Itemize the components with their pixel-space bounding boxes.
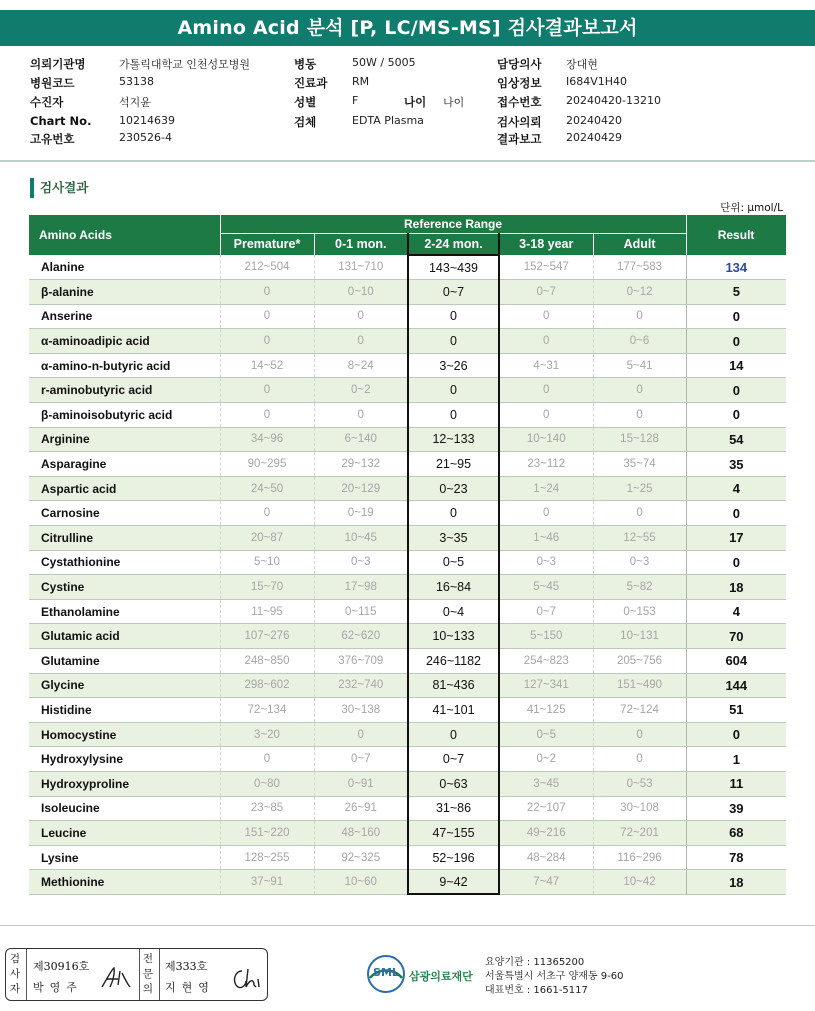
reference-range-cell: 1~24: [499, 476, 593, 501]
table-row: [29, 599, 786, 624]
result-cell: 78: [686, 845, 786, 870]
info-label: 병동: [294, 57, 317, 71]
reference-range-cell: 0~3: [593, 550, 686, 575]
reference-range-cell: 0~3: [499, 550, 593, 575]
reference-range-cell: 0: [593, 501, 686, 526]
info-value: EDTA Plasma: [352, 114, 424, 127]
reference-range-cell: 23~85: [220, 796, 314, 821]
reference-range-cell: 29~132: [314, 452, 408, 477]
reference-range-cell: 0: [593, 722, 686, 747]
reference-range-cell: 0~4: [408, 599, 499, 624]
table-row: [29, 452, 786, 477]
tech-name: 박영주: [33, 981, 83, 994]
amino-acid-name: β-aminoisobutyric acid: [29, 403, 220, 428]
info-value: 53138: [119, 75, 154, 88]
reference-range-cell: 0: [408, 304, 499, 329]
reference-range-cell: 0: [499, 304, 593, 329]
reference-range-cell: 177~583: [593, 255, 686, 280]
reference-range-cell: 0~2: [314, 378, 408, 403]
result-cell: 18: [686, 870, 786, 895]
reference-range-cell: 205~756: [593, 649, 686, 674]
reference-range-cell: 34~96: [220, 427, 314, 452]
info-label: 병원코드: [30, 76, 75, 90]
reference-range-cell: 1~25: [593, 476, 686, 501]
reference-range-cell: 20~87: [220, 526, 314, 551]
reference-range-cell: 0~2: [499, 747, 593, 772]
reference-range-cell: 10~42: [593, 870, 686, 895]
reference-range-cell: 0~53: [593, 771, 686, 796]
table-row: [29, 575, 786, 600]
reference-range-cell: 10~60: [314, 870, 408, 895]
amino-acid-name: Anserine: [29, 304, 220, 329]
reference-range-cell: 23~112: [499, 452, 593, 477]
reference-range-cell: 246~1182: [408, 649, 499, 674]
org-name: 삼광의료재단: [409, 970, 473, 983]
reference-range-cell: 0~7: [314, 747, 408, 772]
reference-range-cell: 152~547: [499, 255, 593, 280]
result-cell: 0: [686, 329, 786, 354]
info-label: 진료과: [294, 76, 328, 90]
result-cell: 0: [686, 304, 786, 329]
reference-range-cell: 26~91: [314, 796, 408, 821]
reference-range-cell: 0: [314, 722, 408, 747]
reference-range-cell: 0~5: [499, 722, 593, 747]
reference-range-cell: 0~63: [408, 771, 499, 796]
spec-signature: [228, 965, 264, 991]
result-cell: 35: [686, 452, 786, 477]
reference-range-cell: 12~55: [593, 526, 686, 551]
amino-acid-name: Alanine: [29, 255, 220, 280]
info-label: 검체: [294, 115, 317, 129]
spec-license: 제333호: [165, 960, 208, 973]
header-range-col: Adult: [593, 233, 686, 255]
result-cell: 5: [686, 280, 786, 305]
reference-range-cell: 0~7: [499, 599, 593, 624]
reference-range-cell: 151~490: [593, 673, 686, 698]
reference-range-cell: 0: [408, 329, 499, 354]
reference-range-cell: 0~19: [314, 501, 408, 526]
result-cell: 134: [686, 255, 786, 280]
reference-range-cell: 1~46: [499, 526, 593, 551]
reference-range-cell: 62~620: [314, 624, 408, 649]
reference-range-cell: 52~196: [408, 845, 499, 870]
table-row: [29, 870, 786, 895]
table-row: [29, 550, 786, 575]
reference-range-cell: 30~138: [314, 698, 408, 723]
reference-range-cell: 22~107: [499, 796, 593, 821]
reference-range-cell: 0: [220, 403, 314, 428]
info-value: F: [352, 94, 359, 107]
result-cell: 68: [686, 821, 786, 846]
reference-range-cell: 10~133: [408, 624, 499, 649]
reference-range-cell: 3~45: [499, 771, 593, 796]
reference-range-cell: 131~710: [314, 255, 408, 280]
reference-range-cell: 41~125: [499, 698, 593, 723]
result-cell: 0: [686, 403, 786, 428]
reference-range-cell: 16~84: [408, 575, 499, 600]
table-row: [29, 624, 786, 649]
result-cell: 144: [686, 673, 786, 698]
info-label: 검사의뢰: [497, 115, 542, 129]
amino-acid-name: Aspartic acid: [29, 476, 220, 501]
reference-range-cell: 4~31: [499, 353, 593, 378]
reference-range-cell: 7~47: [499, 870, 593, 895]
table-row: [29, 255, 786, 280]
reference-range-cell: 0: [220, 304, 314, 329]
table-row: [29, 722, 786, 747]
result-cell: 1: [686, 747, 786, 772]
amino-acid-name: Glycine: [29, 673, 220, 698]
info-value: 50W / 5005: [352, 56, 416, 69]
reference-range-cell: 30~108: [593, 796, 686, 821]
reference-range-cell: 41~101: [408, 698, 499, 723]
org-address: [485, 956, 624, 998]
result-cell: 14: [686, 353, 786, 378]
reference-range-cell: 0~7: [408, 280, 499, 305]
reference-range-cell: 107~276: [220, 624, 314, 649]
table-row: [29, 796, 786, 821]
reference-range-cell: 20~129: [314, 476, 408, 501]
reference-range-cell: 47~155: [408, 821, 499, 846]
header-amino-acids: Amino Acids: [29, 215, 220, 255]
reference-range-cell: 0~80: [220, 771, 314, 796]
table-row: [29, 427, 786, 452]
reference-range-cell: 5~82: [593, 575, 686, 600]
reference-range-cell: 248~850: [220, 649, 314, 674]
reference-range-cell: 48~284: [499, 845, 593, 870]
reference-range-cell: 0: [314, 329, 408, 354]
result-cell: 0: [686, 722, 786, 747]
info-label: Chart No.: [30, 114, 92, 128]
reference-range-cell: 0~23: [408, 476, 499, 501]
reference-range-cell: 31~86: [408, 796, 499, 821]
info-label: 의뢰기관명: [30, 57, 86, 71]
reference-range-cell: 232~740: [314, 673, 408, 698]
amino-acid-name: Glutamine: [29, 649, 220, 674]
header-range-col: 0-1 mon.: [314, 233, 408, 255]
table-row: [29, 353, 786, 378]
reference-range-cell: 0: [499, 501, 593, 526]
reference-range-cell: 92~325: [314, 845, 408, 870]
amino-acid-name: α-aminoadipic acid: [29, 329, 220, 354]
info-label: 성별: [294, 95, 317, 109]
amino-acid-name: Asparagine: [29, 452, 220, 477]
reference-range-cell: 24~50: [220, 476, 314, 501]
reference-range-cell: 0: [593, 304, 686, 329]
table-row: [29, 698, 786, 723]
reference-range-cell: 10~45: [314, 526, 408, 551]
amino-acid-name: Histidine: [29, 698, 220, 723]
reference-range-cell: 11~95: [220, 599, 314, 624]
reference-range-cell: 5~150: [499, 624, 593, 649]
result-cell: 4: [686, 599, 786, 624]
result-cell: 604: [686, 649, 786, 674]
reference-range-cell: 151~220: [220, 821, 314, 846]
table-row: [29, 501, 786, 526]
reference-range-cell: 14~52: [220, 353, 314, 378]
reference-range-cell: 0: [408, 722, 499, 747]
info-value: 석지윤: [119, 96, 151, 109]
tech-license: 제30916호: [33, 960, 90, 973]
info-label: 결과보고: [497, 132, 542, 146]
amino-acid-name: Cystathionine: [29, 550, 220, 575]
amino-acid-table: [29, 215, 787, 895]
amino-acid-name: Citrulline: [29, 526, 220, 551]
amino-acid-name: r-aminobutyric acid: [29, 378, 220, 403]
reference-range-cell: 8~24: [314, 353, 408, 378]
info-value: 10214639: [119, 114, 175, 127]
reference-range-cell: 0: [593, 378, 686, 403]
signature-box: [5, 948, 268, 1001]
table-row: [29, 845, 786, 870]
info-value: I684V1H40: [566, 75, 628, 88]
amino-acid-name: Isoleucine: [29, 796, 220, 821]
reference-range-cell: 0: [220, 501, 314, 526]
result-cell: 70: [686, 624, 786, 649]
reference-range-cell: 0~7: [408, 747, 499, 772]
reference-range-cell: 3~35: [408, 526, 499, 551]
reference-range-cell: 0~6: [593, 329, 686, 354]
reference-range-cell: 298~602: [220, 673, 314, 698]
amino-acid-name: Methionine: [29, 870, 220, 895]
reference-range-cell: 3~20: [220, 722, 314, 747]
info-label: 접수번호: [497, 95, 542, 109]
info-value: RM: [352, 75, 370, 88]
reference-range-cell: 116~296: [593, 845, 686, 870]
table-row: [29, 476, 786, 501]
age-value: 나이: [443, 96, 465, 109]
reference-range-cell: 72~134: [220, 698, 314, 723]
reference-range-cell: 72~124: [593, 698, 686, 723]
reference-range-cell: 17~98: [314, 575, 408, 600]
reference-range-cell: 0: [314, 403, 408, 428]
reference-range-cell: 143~439: [408, 255, 499, 280]
header-range-col: 3-18 year: [499, 233, 593, 255]
table-row: [29, 821, 786, 846]
info-label: 고유번호: [30, 132, 75, 146]
result-cell: 11: [686, 771, 786, 796]
info-label: 담당의사: [497, 57, 542, 71]
reference-range-cell: 0: [499, 403, 593, 428]
reference-range-cell: 0~115: [314, 599, 408, 624]
reference-range-cell: 127~341: [499, 673, 593, 698]
reference-range-cell: 0: [408, 403, 499, 428]
reference-range-cell: 48~160: [314, 821, 408, 846]
result-cell: 54: [686, 427, 786, 452]
reference-range-cell: 35~74: [593, 452, 686, 477]
reference-range-cell: 376~709: [314, 649, 408, 674]
header-range-col: Premature*: [220, 233, 314, 255]
table-row: [29, 526, 786, 551]
info-value: 20240420: [566, 114, 622, 127]
reference-range-cell: 0~153: [593, 599, 686, 624]
table-row: [29, 378, 786, 403]
table-row: [29, 649, 786, 674]
patient-info: [0, 50, 815, 162]
result-cell: 0: [686, 550, 786, 575]
tech-signature: [98, 965, 134, 991]
spec-label: 전 문 의: [142, 953, 154, 995]
reference-range-cell: 0: [593, 403, 686, 428]
amino-acid-name: Glutamic acid: [29, 624, 220, 649]
result-cell: 0: [686, 378, 786, 403]
section-title: 검사결과: [30, 178, 88, 198]
reference-range-cell: 0~3: [314, 550, 408, 575]
org-phone: 대표번호 : 1661-5117: [485, 985, 588, 996]
reference-range-cell: 5~45: [499, 575, 593, 600]
reference-range-cell: 0: [593, 747, 686, 772]
amino-acid-name: β-alanine: [29, 280, 220, 305]
table-row: [29, 329, 786, 354]
reference-range-cell: 0: [220, 378, 314, 403]
tech-label: 검 사 자: [9, 953, 21, 995]
amino-acid-name: Ethanolamine: [29, 599, 220, 624]
reference-range-cell: 10~140: [499, 427, 593, 452]
result-cell: 17: [686, 526, 786, 551]
reference-range-cell: 3~26: [408, 353, 499, 378]
divider: [0, 160, 815, 162]
reference-range-cell: 15~70: [220, 575, 314, 600]
reference-range-cell: 5~41: [593, 353, 686, 378]
reference-range-cell: 15~128: [593, 427, 686, 452]
reference-range-cell: 49~216: [499, 821, 593, 846]
reference-range-cell: 0: [408, 378, 499, 403]
info-value: 230526-4: [119, 131, 172, 144]
reference-range-cell: 81~436: [408, 673, 499, 698]
info-value: 20240429: [566, 131, 622, 144]
table-row: [29, 304, 786, 329]
reference-range-cell: 0: [314, 304, 408, 329]
table-row: [29, 403, 786, 428]
org-code: 요양기관 : 11365200: [485, 957, 585, 968]
org-street: 서울특별시 서초구 양재동 9-60: [485, 971, 624, 982]
table-row: [29, 747, 786, 772]
amino-acid-name: Leucine: [29, 821, 220, 846]
footer-divider: [0, 925, 815, 926]
reference-range-cell: 0~12: [593, 280, 686, 305]
reference-range-cell: 90~295: [220, 452, 314, 477]
spec-name: 지현영: [165, 981, 215, 994]
reference-range-cell: 0: [408, 501, 499, 526]
reference-range-cell: 21~95: [408, 452, 499, 477]
reference-range-cell: 0~10: [314, 280, 408, 305]
reference-range-cell: 0: [220, 747, 314, 772]
amino-acid-name: Lysine: [29, 845, 220, 870]
result-cell: 39: [686, 796, 786, 821]
info-label: 수진자: [30, 95, 64, 109]
reference-range-cell: 254~823: [499, 649, 593, 674]
header-result: Result: [686, 215, 786, 255]
logo-text: SML: [373, 966, 399, 979]
age-label: 나이: [404, 95, 427, 109]
reference-range-cell: 212~504: [220, 255, 314, 280]
info-label: 임상정보: [497, 76, 542, 90]
unit-label: 단위: μmol/L: [720, 202, 783, 214]
amino-acid-name: Arginine: [29, 427, 220, 452]
reference-range-cell: 5~10: [220, 550, 314, 575]
table-row: [29, 280, 786, 305]
sml-logo-icon: [366, 954, 406, 994]
reference-range-cell: 6~140: [314, 427, 408, 452]
amino-acid-name: α-amino-n-butyric acid: [29, 353, 220, 378]
reference-range-cell: 9~42: [408, 870, 499, 895]
reference-range-cell: 10~131: [593, 624, 686, 649]
reference-range-cell: 12~133: [408, 427, 499, 452]
amino-acid-name: Carnosine: [29, 501, 220, 526]
info-value: 20240420-13210: [566, 94, 661, 107]
result-cell: 0: [686, 501, 786, 526]
amino-acid-name: Hydroxyproline: [29, 771, 220, 796]
reference-range-cell: 0~91: [314, 771, 408, 796]
info-value: 가톨릭대학교 인천성모병원: [119, 58, 251, 71]
report-title: Amino Acid 분석 [P, LC/MS-MS] 검사결과보고서: [0, 10, 815, 46]
table-row: [29, 771, 786, 796]
amino-acid-name: Homocystine: [29, 722, 220, 747]
reference-range-cell: 0~7: [499, 280, 593, 305]
reference-range-cell: 0~5: [408, 550, 499, 575]
header-range-col: 2-24 mon.: [408, 233, 499, 255]
info-value: 장대현: [566, 58, 598, 71]
amino-acid-name: Hydroxylysine: [29, 747, 220, 772]
table-row: [29, 673, 786, 698]
amino-acid-name: Cystine: [29, 575, 220, 600]
result-cell: 18: [686, 575, 786, 600]
reference-range-cell: 0: [499, 378, 593, 403]
reference-range-cell: 37~91: [220, 870, 314, 895]
result-cell: 51: [686, 698, 786, 723]
header-reference-range: Reference Range: [220, 215, 686, 233]
reference-range-cell: 0: [220, 329, 314, 354]
reference-range-cell: 0: [220, 280, 314, 305]
reference-range-cell: 128~255: [220, 845, 314, 870]
result-cell: 4: [686, 476, 786, 501]
reference-range-cell: 72~201: [593, 821, 686, 846]
reference-range-cell: 0: [499, 329, 593, 354]
